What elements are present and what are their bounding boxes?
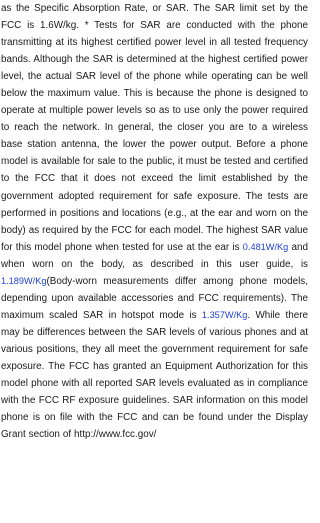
body-sar-value: 1.189W/Kg	[1, 275, 47, 286]
head-sar-value: 0.481W/Kg	[242, 241, 289, 252]
text-segment-2: and when worn on the body, as described in this user guide, is	[1, 241, 308, 270]
text-segment-4: . While there may be differences between the SAR levels of various phones and at various positions, they all meet the government requirement for safe exposure. The FCC has granted an Equipment Authorization for this model phone with all reported SAR levels evaluated as in compliance with the FCC RF exposure guidelines. SAR information on this model phone is on file with the FCC and can be found under the Display Grant section of http://www.fcc.gov/	[1, 309, 308, 441]
text-segment-3: (Body-worn measurements differ among phone models, depending upon available accessories and FCC requirements). The maximum scaled SAR in hotspot mode is	[1, 275, 308, 321]
sar-paragraph	[1, 0, 308, 443]
hotspot-sar-value: 1.357W/Kg	[201, 309, 248, 320]
text-segment-1: as the Specific Absorption Rate, or SAR. The SAR limit set by the FCC is 1.6W/kg. * Tests for SAR are conducted with the phone transmitting at its highest certified power level in all tested frequency bands. Although the SAR is determined at the highest certified power level, the actual SAR level of the phone while operating can be well below the maximum value. This is because the phone is designed to operate at multiple power levels so as to use only the power required to reach the network. In general, the closer you are to a wireless base station antenna, the lower the power output. Before a phone model is available for sale to the public, it must be tested and certified to the FCC that it does not exceed the limit established by the government adopted requirement for safe exposure. The tests are performed in positions and locations (e.g., at the ear and worn on the body) as required by the FCC for each model. The highest SAR value for this model phone when tested for use at the ear is	[1, 3, 308, 253]
